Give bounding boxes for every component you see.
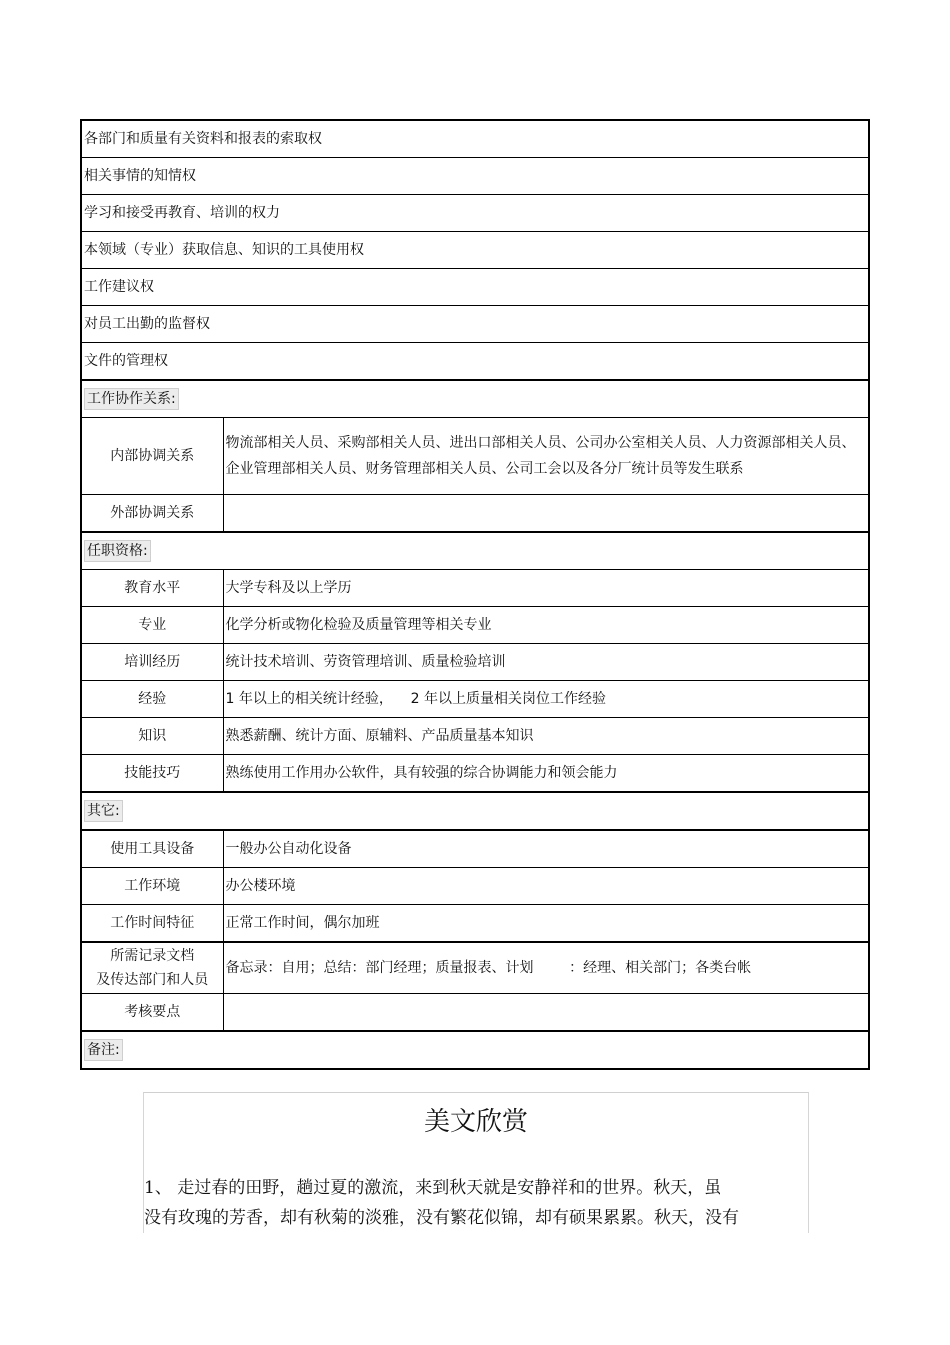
section-header-other xyxy=(81,792,869,830)
section-header-remarks xyxy=(81,1031,869,1069)
right-row xyxy=(81,158,869,195)
table-row xyxy=(81,418,869,495)
right-item: 对员工出勤的监督权 xyxy=(81,306,869,343)
row-value: 办公楼环境 xyxy=(223,868,869,905)
right-item: 学习和接受再教育、培训的权力 xyxy=(81,195,869,232)
article-title: 美文欣赏 xyxy=(414,1107,538,1137)
table-row xyxy=(81,755,869,793)
form-table xyxy=(80,119,870,1070)
row-value: 1 年以上的相关统计经验， 2 年以上质量相关岗位工作经验 xyxy=(223,681,869,718)
row-label: 外部协调关系 xyxy=(81,495,223,533)
row-label-line: 及传达部门和人员 xyxy=(96,972,209,988)
row-label: 使用工具设备 xyxy=(81,830,223,868)
row-value: 化学分析或物化检验及质量管理等相关专业 xyxy=(223,607,869,644)
table-row xyxy=(81,644,869,681)
job-description-form xyxy=(80,119,868,1070)
section-title: 任职资格: xyxy=(84,540,151,562)
row-label: 知识 xyxy=(81,718,223,755)
row-label: 内部协调关系 xyxy=(81,418,223,495)
right-row xyxy=(81,232,869,269)
row-value: 一般办公自动化设备 xyxy=(223,830,869,868)
right-item: 本领域（专业）获取信息、知识的工具使用权 xyxy=(81,232,869,269)
article-body xyxy=(144,1173,784,1233)
right-row xyxy=(81,120,869,158)
right-row xyxy=(81,269,869,306)
row-label-multiline xyxy=(81,942,223,994)
article-line: 1、 走过春的田野，趟过夏的激流，来到秋天就是安静祥和的世界。秋天，虽 xyxy=(144,1178,722,1198)
article-line: 没有玫瑰的芳香，却有秋菊的淡雅，没有繁花似锦，却有硕果累累。秋天，没有 xyxy=(144,1208,739,1228)
row-value xyxy=(223,994,869,1032)
right-item: 工作建议权 xyxy=(81,269,869,306)
section-title: 备注: xyxy=(84,1039,123,1061)
section-title: 工作协作关系: xyxy=(84,388,179,410)
section-header-collaboration xyxy=(81,380,869,418)
row-value: 正常工作时间，偶尔加班 xyxy=(223,905,869,943)
right-row xyxy=(81,306,869,343)
row-label: 工作环境 xyxy=(81,868,223,905)
table-row xyxy=(81,905,869,943)
section-title: 其它: xyxy=(84,800,123,822)
row-label: 技能技巧 xyxy=(81,755,223,793)
row-label: 教育水平 xyxy=(81,570,223,607)
row-label-line: 所需记录文档 xyxy=(110,948,195,964)
table-row xyxy=(81,868,869,905)
row-value xyxy=(223,495,869,533)
row-label: 专业 xyxy=(81,607,223,644)
row-value: 熟练使用工作用办公软件，具有较强的综合协调能力和领会能力 xyxy=(223,755,869,793)
table-row xyxy=(81,570,869,607)
right-item: 文件的管理权 xyxy=(81,343,869,381)
section-header-qualifications xyxy=(81,532,869,570)
table-row xyxy=(81,942,869,994)
table-row xyxy=(81,994,869,1032)
row-value: 物流部相关人员、采购部相关人员、进出口部相关人员、公司办公室相关人员、人力资源部相关人员、企业管理部相关人员、财务管理部相关人员、公司工会以及各分厂统计员等发生联系 xyxy=(223,418,869,495)
row-value: 备忘录：自用；总结：部门经理；质量报表、计划 ：经理、相关部门；各类台帐 xyxy=(223,942,869,994)
row-label: 工作时间特征 xyxy=(81,905,223,943)
right-row xyxy=(81,195,869,232)
table-row xyxy=(81,830,869,868)
article-box xyxy=(143,1092,809,1233)
row-label: 培训经历 xyxy=(81,644,223,681)
right-item: 相关事情的知情权 xyxy=(81,158,869,195)
right-row xyxy=(81,343,869,381)
right-item: 各部门和质量有关资料和报表的索取权 xyxy=(81,120,869,158)
row-label: 经验 xyxy=(81,681,223,718)
row-label: 考核要点 xyxy=(81,994,223,1032)
row-value: 统计技术培训、劳资管理培训、质量检验培训 xyxy=(223,644,869,681)
table-row xyxy=(81,681,869,718)
row-value: 熟悉薪酬、统计方面、原辅料、产品质量基本知识 xyxy=(223,718,869,755)
table-row xyxy=(81,718,869,755)
table-row xyxy=(81,607,869,644)
table-row xyxy=(81,495,869,533)
row-value: 大学专科及以上学历 xyxy=(223,570,869,607)
